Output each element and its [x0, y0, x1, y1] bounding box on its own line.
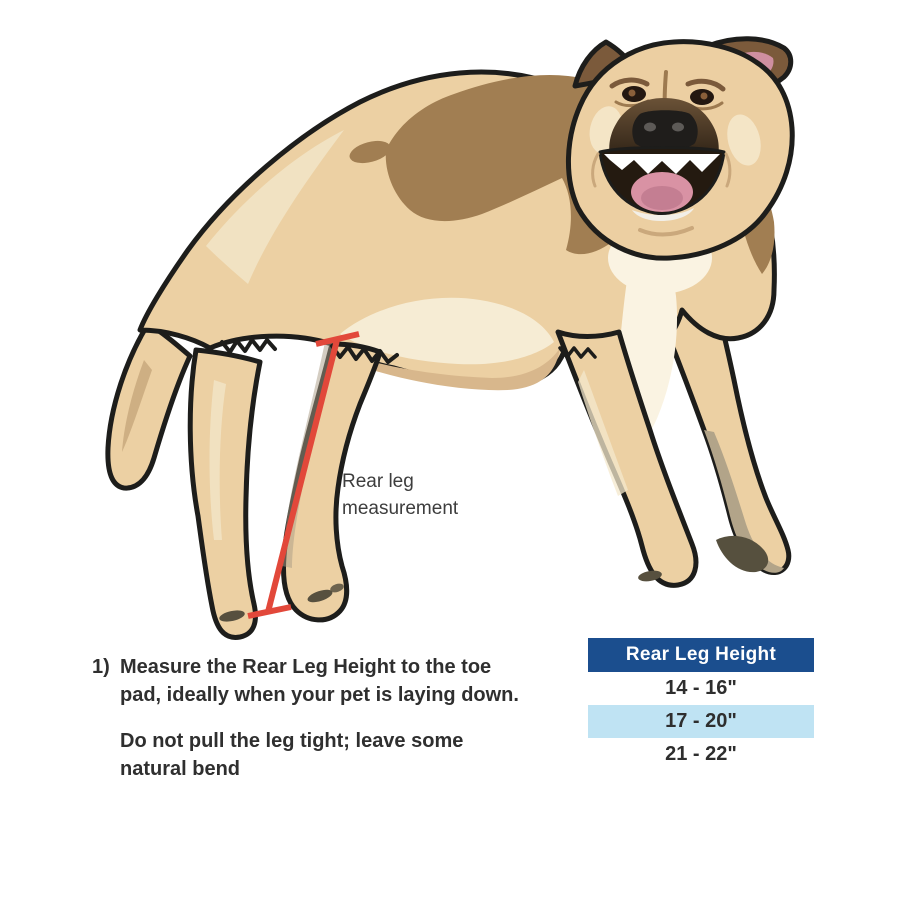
- table-row: 14 - 16": [665, 677, 737, 699]
- nose: [632, 110, 697, 150]
- step-1-line-2: pad, ideally when your pet is laying down.: [120, 684, 519, 706]
- step-number: 1): [92, 656, 110, 678]
- step-2-line-1: Do not pull the leg tight; leave some: [120, 730, 464, 752]
- instruction-step-2: [120, 727, 592, 783]
- table-row: 21 - 22": [665, 743, 737, 765]
- dog-tail: [108, 324, 190, 488]
- size-table: [588, 638, 814, 771]
- dog-front-leg-near: [558, 332, 696, 585]
- step-2-line-2: natural bend: [120, 758, 241, 780]
- instruction-step-1: [92, 653, 592, 709]
- measurement-label-line2: measurement: [342, 498, 459, 519]
- step-1-text: [120, 653, 519, 709]
- table-header: Rear Leg Height: [588, 638, 814, 672]
- step-1-line-1: Measure the Rear Leg Height to the toe: [120, 656, 492, 678]
- table-row-highlighted: 17 - 20": [588, 705, 814, 738]
- instructions: [92, 653, 592, 783]
- dog-rear-leg-far: [190, 350, 260, 637]
- measurement-label-line1: Rear leg: [342, 471, 414, 492]
- measurement-label: [342, 468, 458, 522]
